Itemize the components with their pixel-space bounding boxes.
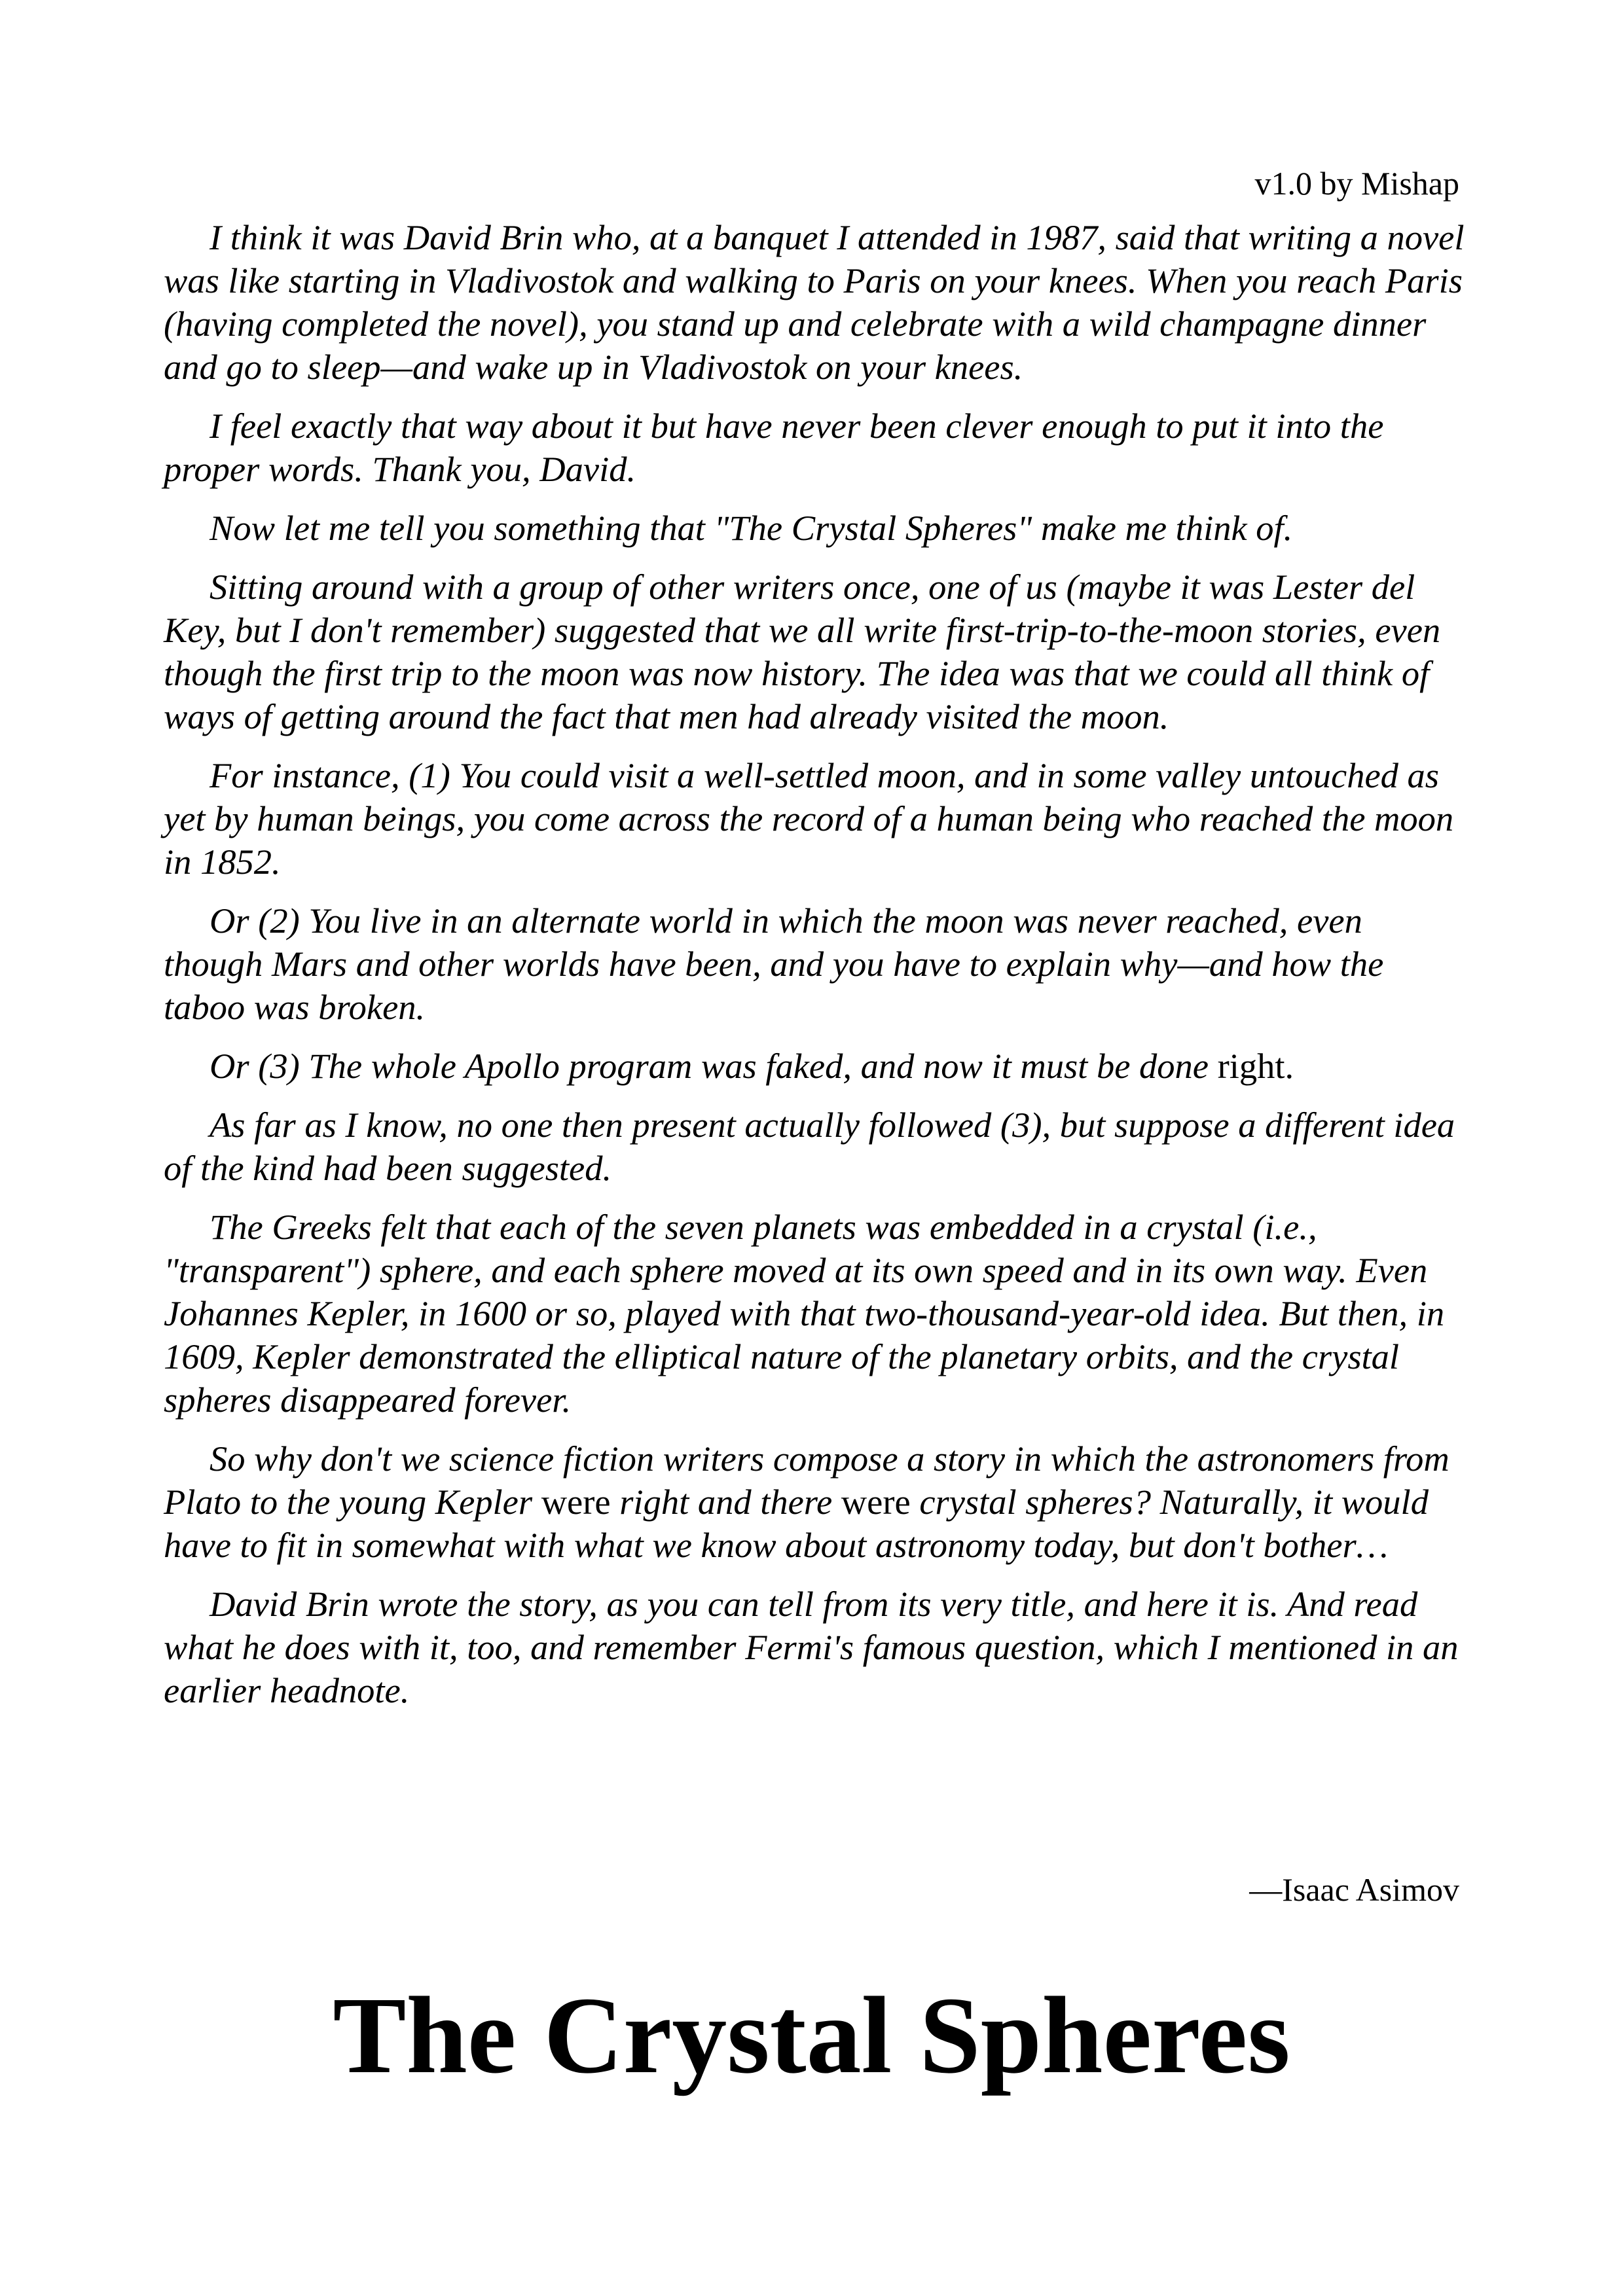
intro-paragraph: For instance, (1) You could visit a well-settled moon, and in some valley untouched as yet by human beings, you come across the record of a human being who reached the moon in 1852. [164,755,1454,882]
intro-paragraph: Sitting around with a group of other writers once, one of us (maybe it was Lester del Key, but I don't remember) suggested that we all write first-trip-to-the-moon stories, even though the first trip to the moon was now history. The idea was that we could all think of ways of getting around the fact that men had already visited the moon. [164,567,1441,736]
intro-paragraph [164,1437,1467,1567]
emphasis-text: were [841,1482,911,1522]
intro-paragraph: Now let me tell you something that "The Crystal Spheres" make me think of. [210,508,1293,548]
intro-paragraph [164,1045,1467,1088]
intro-text: Or (3) The whole Apollo program was faked, and now it must be done [210,1046,1218,1086]
intro-paragraph: I feel exactly that way about it but have never been clever enough to put it into the proper words. Thank you, David. [164,406,1384,489]
intro-paragraph: As far as I know, no one then present actually followed (3), but suppose a different idea of the kind had been suggested. [164,1105,1455,1188]
intro-text: So why don't we science fiction writers compose a story in which the astronomers from Plato to the young Kepler [164,1439,1450,1522]
version-note: v1.0 by Mishap [1254,165,1459,202]
intro-paragraph: David Brin wrote the story, as you can tell from its very title, and here it is. And read what he does with it, too, and remember Fermi's famous question, which I mentioned in an earlier headnote. [164,1584,1459,1710]
story-title: The Crystal Spheres [333,1975,1290,2096]
introduction [164,216,1467,1728]
emphasis-text: right. [1217,1046,1294,1086]
emphasis-text: were [541,1482,611,1522]
intro-text: right and there [610,1482,841,1522]
signature: —Isaac Asimov [1249,1871,1459,1908]
intro-paragraph: The Greeks felt that each of the seven planets was embedded in a crystal (i.e., "transparent") sphere, and each sphere moved at its own speed and in its own way. Even Johannes Kepler, in 1600 or so, played with that two-thousand-year-old idea. But then, in 1609, Kepler demonstrated the elliptical nature of the planetary orbits, and the crystal spheres disappeared forever. [164,1207,1445,1420]
intro-paragraph: I think it was David Brin who, at a banquet I attended in 1987, said that writing a novel was like starting in Vladivostok and walking to Paris on your knees. When you reach Paris (having completed the novel), you stand up and celebrate with a wild champagne dinner and go to sleep—and wake up in Vladivostok on your knees. [164,217,1465,387]
intro-paragraph: Or (2) You live in an alternate world in which the moon was never reached, even though Mars and other worlds have been, and you have to explain why—and how the taboo was broken. [164,901,1384,1027]
intro-text: crystal spheres? Naturally, it would have to fit in somewhat with what we know about astronomy today, but don't bother… [164,1482,1429,1565]
